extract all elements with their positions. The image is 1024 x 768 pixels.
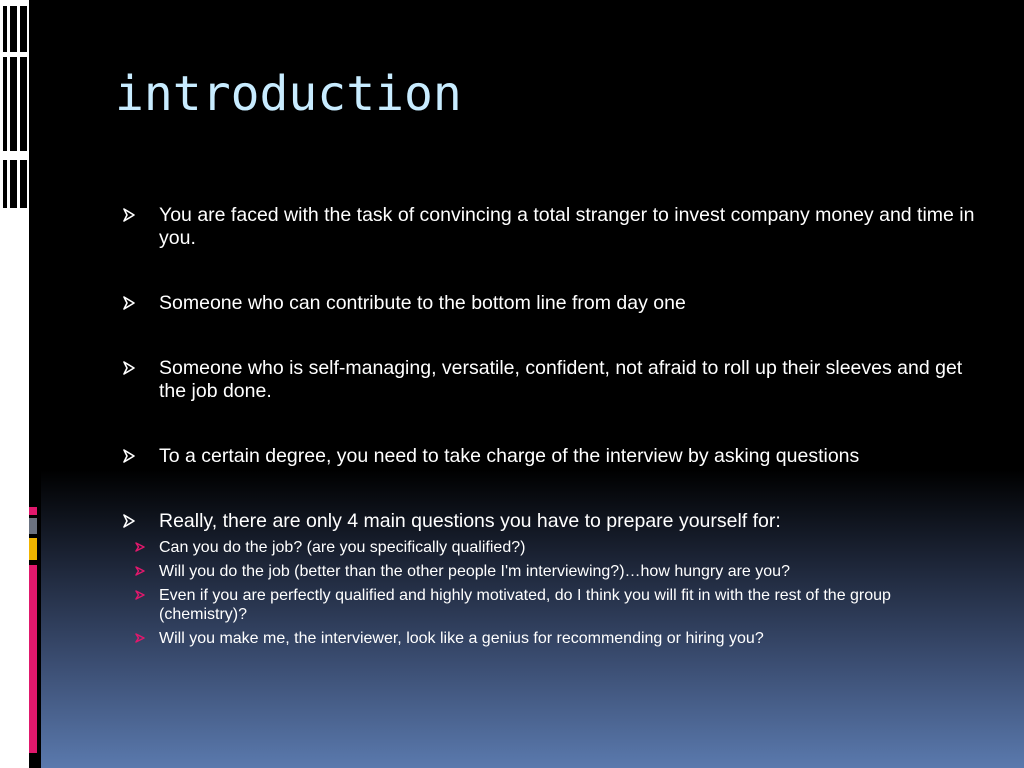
bullet-text: Really, there are only 4 main questions you have to prepare yourself for: [159,510,781,532]
bullet-text: To a certain degree, you need to take charge of the interview by asking questions [159,445,860,467]
accent-bar-gold [29,538,37,560]
bullet-item [121,292,981,315]
arrow-bullet-icon [121,204,139,227]
rail-block [3,57,7,151]
decorative-rail [0,0,29,768]
rail-block [3,160,7,208]
bullet-item [121,204,981,250]
bullet-item [121,445,981,468]
sub-bullet-item [159,538,981,557]
slide-title: introduction [115,66,462,122]
sub-bullet-text: Can you do the job? (are you specifically qualified?) [159,539,526,556]
sub-bullet-text: Will you make me, the interviewer, look like a genius for recommending or hiring you? [159,630,764,647]
arrow-bullet-icon [121,292,139,315]
arrow-bullet-icon [121,445,139,468]
sub-arrow-bullet-icon [134,631,148,645]
sub-bullet-item [159,586,981,624]
sub-arrow-bullet-icon [134,588,148,602]
sub-bullet-list [159,538,981,648]
sub-arrow-bullet-icon [134,540,148,554]
sub-bullet-item [159,629,981,648]
bullet-text: Someone who can contribute to the bottom line from day one [159,292,686,314]
rail-block [20,160,27,208]
bullet-text: Someone who is self-managing, versatile, confident, not afraid to roll up their sleeves and get the job done. [159,357,963,402]
rail-block [20,57,27,151]
slide-content [121,204,981,648]
accent-bar-pink [29,507,37,515]
sub-bullet-text: Even if you are perfectly qualified and highly motivated, do I think you will fit in with the rest of the group (chemistry)? [159,587,891,623]
accent-bar-gray [29,518,37,534]
sub-bullet-text: Will you do the job (better than the other people I'm interviewing?)…how hungry are you? [159,563,790,580]
bullet-text: You are faced with the task of convincing a total stranger to invest company money and time in you. [159,204,975,249]
rail-block [10,6,17,52]
sub-bullet-item [159,562,981,581]
sub-arrow-bullet-icon [134,564,148,578]
bullet-item [121,510,981,648]
rail-block [3,6,7,52]
bullet-item [121,357,981,403]
arrow-bullet-icon [121,510,139,533]
rail-block [10,160,17,208]
arrow-bullet-icon [121,357,139,380]
rail-block [10,57,17,151]
rail-block [20,6,27,52]
accent-bar-pink-long [29,565,37,753]
